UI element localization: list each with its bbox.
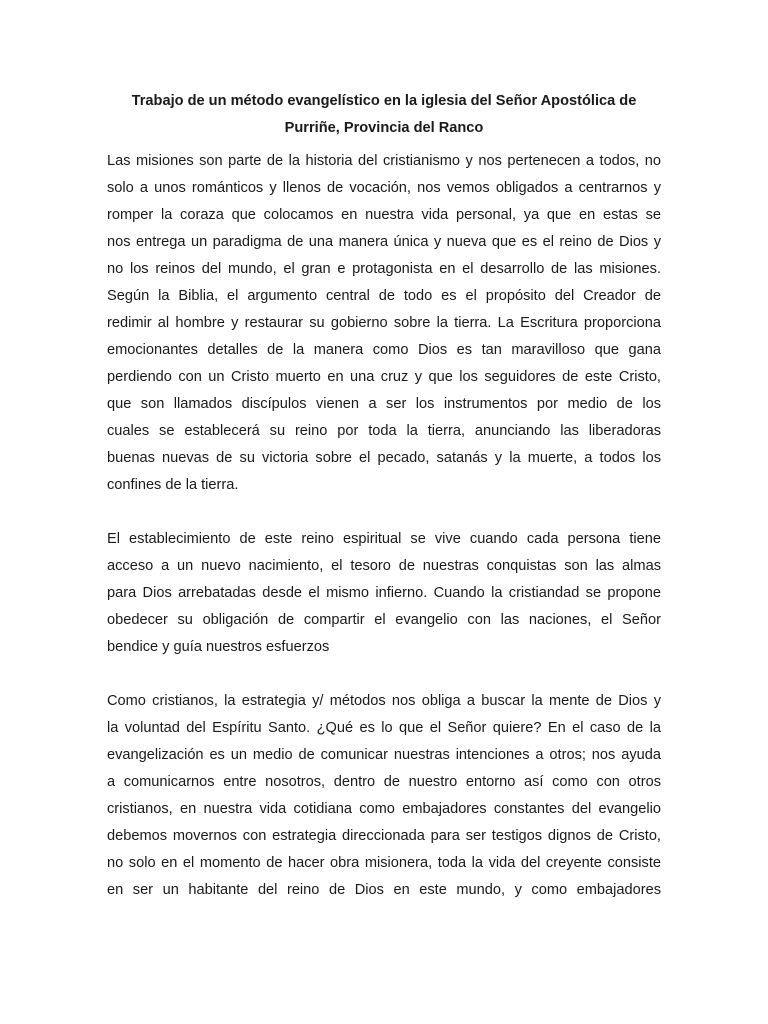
paragraph-spacer	[107, 499, 661, 526]
text-line: en ser un habitante del reino de Dios en este mundo, y como embajadores	[107, 882, 661, 898]
text-line: Como cristianos, la estrategia y/ métodos nos obliga a buscar la mente de Dios y	[107, 693, 661, 709]
paragraph-2	[107, 526, 661, 661]
title-line: Purriñe, Provincia del Ranco	[284, 120, 484, 136]
text-line: confines de la tierra.	[107, 477, 239, 493]
text-line: bendice y guía nuestros esfuerzos	[107, 639, 330, 655]
text-line: cuales se establecerá su reino por toda la tierra, anunciando las liberadoras	[107, 423, 661, 439]
text-line: a comunicarnos entre nosotros, dentro de nuestro entorno así como con otros	[107, 774, 661, 790]
document-title	[107, 88, 661, 142]
text-line: redimir al hombre y restaurar su gobierno sobre la tierra. La Escritura proporciona	[107, 315, 661, 331]
text-line: obedecer su obligación de compartir el evangelio con las naciones, el Señor	[107, 612, 661, 628]
text-line: perdiendo con un Cristo muerto en una cruz y que los seguidores de este Cristo,	[107, 369, 661, 385]
text-line: buenas nuevas de su victoria sobre el pecado, satanás y la muerte, a todos los	[107, 450, 661, 466]
text-line: debemos movernos con estrategia direccionada para ser testigos dignos de Cristo,	[107, 828, 661, 844]
text-line: nos entrega un paradigma de una manera única y nueva que es el reino de Dios y	[107, 234, 661, 250]
text-line: Las misiones son parte de la historia del cristianismo y nos pertenecen a todos, no	[107, 153, 661, 169]
paragraph-3	[107, 688, 661, 904]
text-line: no solo en el momento de hacer obra misionera, toda la vida del creyente consiste	[107, 855, 661, 871]
text-line: evangelización es un medio de comunicar nuestras intenciones a otros; nos ayuda	[107, 747, 661, 763]
text-line: cristianos, en nuestra vida cotidiana como embajadores constantes del evangelio	[107, 801, 661, 817]
text-line: que son llamados discípulos vienen a ser los instrumentos por medio de los	[107, 396, 661, 412]
text-line: para Dios arrebatadas desde el mismo infierno. Cuando la cristiandad se propone	[107, 585, 661, 601]
text-line: emocionantes detalles de la manera como Dios es tan maravilloso que gana	[107, 342, 661, 358]
text-line: solo a unos románticos y llenos de vocación, nos vemos obligados a centrarnos y	[107, 180, 661, 196]
title-line: Trabajo de un método evangelístico en la iglesia del Señor Apostólica de	[131, 93, 637, 109]
paragraph-spacer	[107, 661, 661, 688]
text-line: la voluntad del Espíritu Santo. ¿Qué es lo que el Señor quiere? En el caso de la	[107, 720, 661, 736]
text-line: acceso a un nuevo nacimiento, el tesoro de nuestras conquistas son las almas	[107, 558, 661, 574]
text-line: Según la Biblia, el argumento central de todo es el propósito del Creador de	[107, 288, 661, 304]
text-line: El establecimiento de este reino espiritual se vive cuando cada persona tiene	[107, 531, 661, 547]
text-line: romper la coraza que colocamos en nuestra vida personal, ya que en estas se	[107, 207, 661, 223]
text-line: no los reinos del mundo, el gran e protagonista en el desarrollo de las misiones.	[107, 261, 661, 277]
paragraph-1	[107, 148, 661, 499]
